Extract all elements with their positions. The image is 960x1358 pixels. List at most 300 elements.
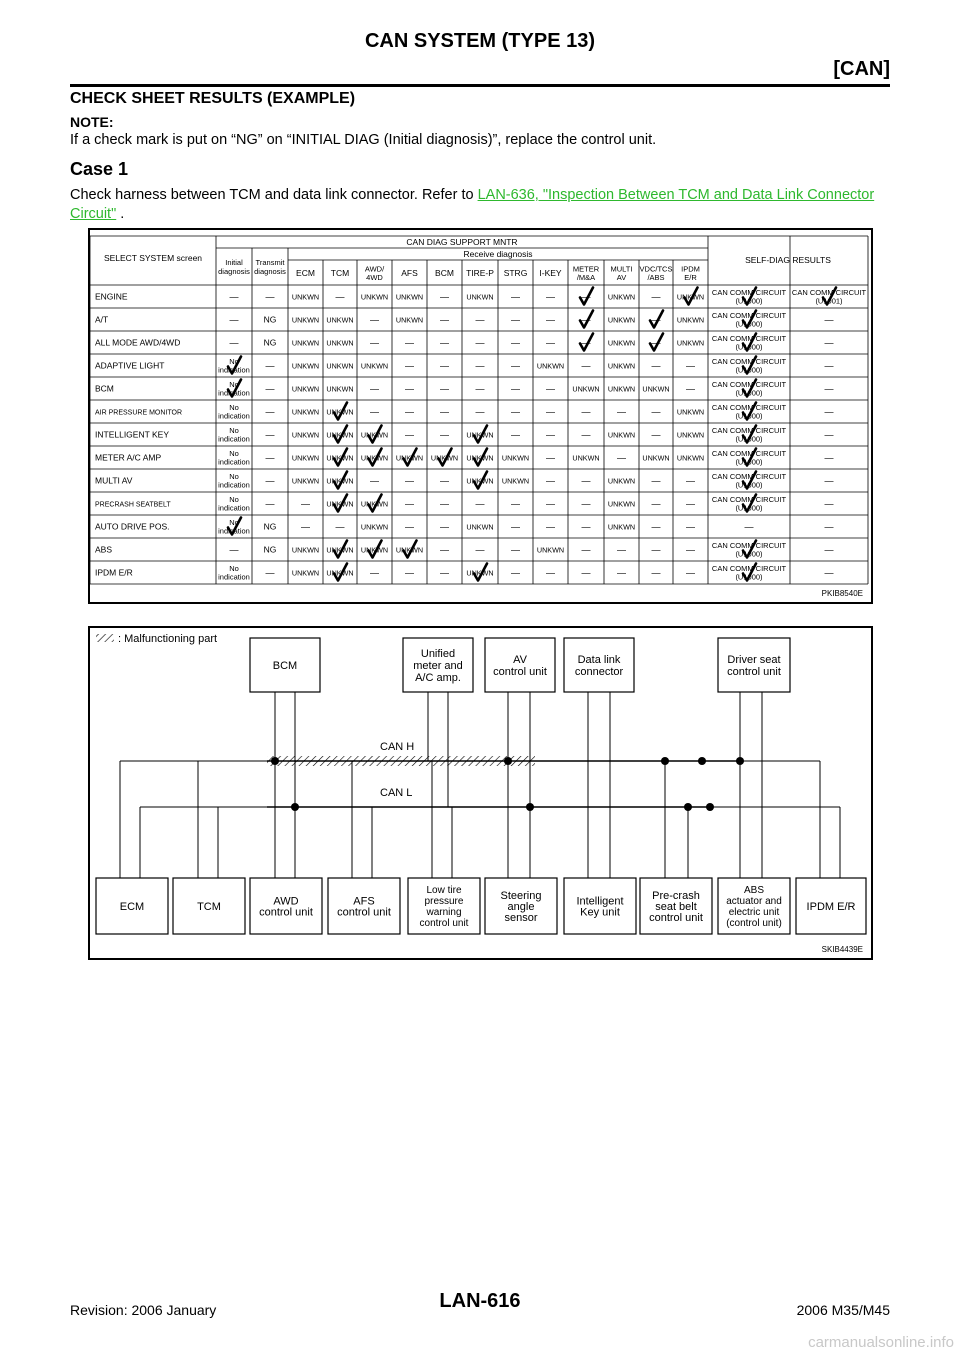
junction-dot (504, 757, 512, 765)
self-diag-cell: CAN COMM CIRCUIT (711, 494, 787, 504)
self-diag-cell: — (824, 544, 834, 555)
receive-diag-cell: UNKWN (326, 453, 354, 463)
receive-diag-cell: UNKWN (291, 361, 320, 371)
receive-diag-cell: — (511, 337, 520, 348)
inspection-link[interactable]: LAN-636, "Inspection Between TCM and Data Link Connector Circuit" (70, 187, 875, 222)
transmit-diag-cell: — (265, 498, 275, 509)
table-row-name: ENGINE (95, 291, 128, 302)
receive-diag-cell: — (581, 314, 591, 325)
bottom-unit-label: angle (507, 900, 535, 913)
receive-diag-cell: — (651, 360, 661, 371)
bottom-unit-label: AFS (353, 895, 375, 908)
transmit-diag-cell: — (265, 360, 275, 371)
self-diag-cell: — (744, 521, 754, 532)
self-diag-cell: — (824, 498, 834, 509)
footer-page-number: LAN-616 (439, 1290, 521, 1312)
receive-col-header: AFS (401, 267, 418, 278)
initial-diag-cell: No (229, 356, 239, 366)
receive-diag-cell: UNKWN (607, 476, 636, 486)
initial-diag-cell: No (229, 517, 239, 527)
receive-diag-cell: — (475, 406, 485, 417)
receive-col-header: IPDM (681, 264, 700, 274)
can-diag-header: CAN DIAG SUPPORT MNTR (406, 237, 518, 247)
receive-diag-cell: — (511, 406, 520, 417)
self-diag-cell: — (824, 429, 834, 440)
receive-diag-cell: UNKWN (395, 292, 424, 302)
receive-diag-cell: — (301, 498, 310, 509)
receive-diag-cell: — (581, 337, 591, 348)
receive-diag-cell: — (440, 544, 449, 555)
receive-col-header: BCM (435, 267, 454, 278)
transmit-diag-cell: NG (263, 314, 277, 325)
receive-diag-cell: — (440, 521, 449, 532)
self-diag-cell: (U1000) (735, 342, 763, 352)
can-l-label: CAN L (380, 787, 413, 799)
receive-diag-cell: UNKWN (466, 522, 494, 532)
receive-diag-cell: — (546, 521, 555, 532)
receive-diag-cell: — (511, 544, 520, 555)
self-diag-cell: (U1000) (735, 296, 763, 306)
receive-diag-cell: — (511, 291, 520, 302)
bottom-unit-label: ABS (743, 885, 765, 896)
receive-diag-cell: — (475, 360, 485, 371)
initial-diag-cell: indication (218, 503, 250, 513)
receive-diag-cell: UNKWN (501, 453, 530, 463)
receive-diag-cell: UNKWN (676, 407, 705, 417)
self-diag-cell: — (824, 567, 834, 578)
top-unit-label: control unit (727, 665, 781, 678)
receive-diag-cell: — (581, 521, 591, 532)
receive-diag-cell: — (686, 567, 695, 578)
receive-diag-cell: UNKWN (607, 292, 636, 302)
footer-revision: Revision: 2006 January (70, 1302, 217, 1318)
receive-diag-cell: — (511, 314, 520, 325)
bottom-unit-label: Pre-crash (652, 889, 700, 902)
receive-col-header: 4WD (366, 272, 383, 282)
receive-diag-cell: — (335, 521, 345, 532)
receive-diag-cell: UNKWN (395, 545, 424, 555)
receive-diag-cell: — (440, 498, 449, 509)
bottom-unit-label: pressure (424, 896, 464, 907)
receive-diag-cell: UNKWN (291, 315, 320, 325)
table-row-name: AIR PRESSURE MONITOR (95, 409, 182, 417)
receive-diag-cell: UNKWN (466, 453, 494, 463)
receive-diag-cell: UNKWN (607, 522, 636, 532)
receive-diag-cell: — (651, 406, 661, 417)
self-diag-cell: CAN COMM CIRCUIT (711, 379, 787, 389)
receive-diag-cell: — (405, 521, 414, 532)
transmit-diag-cell: — (265, 383, 275, 394)
receive-diag-cell: — (440, 360, 449, 371)
header-rule (70, 84, 890, 87)
receive-diag-cell: UNKWN (395, 315, 424, 325)
self-diag-cell: (U1000) (735, 572, 763, 582)
self-diag-cell: (U1000) (735, 457, 763, 467)
receive-diag-cell: UNKWN (395, 453, 424, 463)
top-unit-label: connector (574, 665, 624, 678)
initial-diag-cell: indication (218, 434, 250, 444)
receive-diag-cell: UNKWN (326, 545, 354, 555)
transmit-diag-cell: NG (263, 544, 277, 555)
receive-diag-cell: — (475, 544, 485, 555)
transmit-diag-cell: — (265, 291, 275, 302)
self-diag-cell: CAN COMM CIRCUIT (711, 333, 787, 343)
self-diag-cell: — (824, 521, 834, 532)
can-diagram-figure (88, 626, 873, 960)
receive-diag-cell: — (370, 383, 379, 394)
bottom-unit-label: control unit (649, 911, 703, 924)
transmit-diagnosis-header: diagnosis (254, 267, 286, 277)
initial-diag-cell: No (229, 402, 239, 412)
watermark: carmanualsonline.info (808, 1334, 954, 1351)
initial-diag-cell: indication (218, 480, 250, 490)
initial-diag-cell: indication (218, 388, 250, 398)
receive-diag-cell: — (581, 429, 591, 440)
self-diag-cell: CAN COMM CIRCUIT (711, 287, 787, 297)
table-row-name: METER A/C AMP (95, 452, 162, 463)
receive-diag-cell: — (440, 337, 449, 348)
receive-diag-cell: UNKWN (572, 453, 600, 463)
receive-diag-cell: — (581, 567, 591, 578)
receive-diag-cell: — (511, 498, 520, 509)
initial-diag-cell: No (229, 494, 239, 504)
junction-dot (684, 803, 692, 811)
initial-diagnosis-header: diagnosis (218, 267, 250, 277)
receive-diag-cell: UNKWN (676, 453, 705, 463)
receive-diag-cell: — (651, 475, 661, 486)
receive-diagnosis-header: Receive diagnosis (463, 249, 533, 259)
receive-diag-cell: UNKWN (291, 545, 320, 555)
receive-col-header: E/R (684, 272, 697, 282)
junction-dot (661, 757, 669, 765)
bottom-unit-label: Key unit (580, 906, 620, 919)
initial-diag-cell: — (229, 291, 239, 302)
initial-diag-cell: No (229, 563, 239, 573)
header-title: CAN SYSTEM (TYPE 13) (364, 30, 596, 52)
receive-col-header: MULTI (610, 264, 633, 274)
initial-diag-cell: indication (218, 411, 250, 421)
bottom-unit-label: control unit (259, 906, 313, 919)
receive-diag-cell: UNKWN (607, 315, 636, 325)
receive-diag-cell: — (651, 498, 661, 509)
table-row-name: A/T (95, 314, 109, 325)
receive-diag-cell: UNKWN (326, 476, 354, 486)
self-diag-cell: CAN COMM CIRCUIT (791, 287, 867, 297)
receive-diag-cell: UNKWN (676, 315, 705, 325)
receive-diag-cell: — (546, 452, 555, 463)
bottom-unit-label: TCM (197, 900, 221, 913)
receive-diag-cell: — (405, 429, 414, 440)
case-text-after: . (116, 206, 125, 222)
receive-diag-cell: — (546, 475, 555, 486)
initial-diag-cell: — (229, 337, 239, 348)
self-diag-cell: (U1000) (735, 365, 763, 375)
note-text: If a check mark is put on “NG” on “INITIAL DIAG (Initial diagnosis)”, replace the control unit. (70, 132, 657, 148)
case-text (70, 186, 900, 224)
receive-diag-cell: — (475, 337, 485, 348)
self-diag-cell: — (824, 406, 834, 417)
receive-diag-cell: — (440, 383, 449, 394)
receive-col-header: VDC/TCS (639, 264, 673, 274)
receive-diag-cell: — (546, 567, 555, 578)
case-title: Case 1 (70, 159, 129, 179)
bottom-unit-label: sensor (504, 911, 538, 924)
receive-diag-cell: UNKWN (501, 476, 530, 486)
receive-diag-cell: — (405, 383, 414, 394)
receive-diag-cell: — (511, 521, 520, 532)
self-diag-cell: (U1000) (735, 480, 763, 490)
receive-diag-cell: — (581, 544, 591, 555)
receive-diag-cell: UNKWN (326, 499, 354, 509)
bottom-unit-label: warning (426, 907, 462, 918)
receive-diag-cell: — (651, 291, 661, 302)
table-row-name: PRECRASH SEATBELT (95, 501, 171, 509)
top-unit-label: meter and (413, 659, 463, 672)
receive-diag-cell: — (370, 567, 379, 578)
self-diag-cell: CAN COMM CIRCUIT (711, 310, 787, 320)
can-diagram (90, 628, 871, 958)
receive-diag-cell: — (405, 360, 414, 371)
self-diag-cell: (U1000) (735, 319, 763, 329)
receive-diag-cell: — (440, 291, 449, 302)
receive-diag-cell: UNKWN (607, 499, 636, 509)
receive-diag-cell: — (686, 521, 695, 532)
top-unit-label: Driver seat (727, 653, 781, 666)
receive-diag-cell: UNKWN (360, 430, 389, 440)
can-diagram-figure-id: SKIB4439E (821, 945, 863, 954)
receive-diag-cell: UNKWN (360, 522, 389, 532)
receive-diag-cell: UNKWN (536, 361, 565, 371)
receive-diag-cell: — (546, 314, 555, 325)
table-row-name: AUTO DRIVE POS. (95, 521, 170, 532)
receive-diag-cell: — (686, 475, 695, 486)
receive-diag-cell: — (511, 429, 520, 440)
self-diag-cell: — (824, 383, 834, 394)
note-label: NOTE: (70, 114, 114, 130)
receive-diag-cell: — (546, 383, 555, 394)
legend-hatch-icon (96, 634, 114, 642)
receive-diag-cell: UNKWN (291, 453, 320, 463)
top-unit-label: control unit (493, 665, 547, 678)
bottom-unit-label: control unit (337, 906, 391, 919)
receive-diag-cell: UNKWN (676, 338, 705, 348)
receive-diag-cell: — (370, 314, 379, 325)
receive-diag-cell: — (405, 475, 414, 486)
receive-col-header: TCM (330, 267, 350, 278)
receive-diag-cell: — (511, 383, 520, 394)
self-diag-cell: — (824, 314, 834, 325)
transmit-diag-cell: — (265, 406, 275, 417)
self-diag-cell: (U1000) (735, 388, 763, 398)
receive-diag-cell: — (651, 544, 661, 555)
bottom-unit-label: control unit (419, 918, 469, 929)
receive-diag-cell: — (546, 337, 555, 348)
self-diag-cell: (U1000) (735, 411, 763, 421)
initial-diag-cell: indication (218, 365, 250, 375)
receive-diag-cell: UNKWN (360, 361, 389, 371)
receive-diag-cell: UNKWN (326, 315, 354, 325)
can-h-label: CAN H (380, 741, 415, 753)
self-diag-cell: CAN COMM CIRCUIT (711, 356, 787, 366)
table-row-name: ADAPTIVE LIGHT (95, 360, 165, 371)
receive-diag-cell: — (440, 567, 449, 578)
top-unit-label: AV (513, 653, 527, 666)
initial-diag-cell: No (229, 448, 239, 458)
receive-col-header: /M&A (576, 272, 596, 282)
receive-diag-cell: — (301, 521, 310, 532)
receive-diag-cell: — (686, 383, 695, 394)
receive-diag-cell: UNKWN (466, 292, 494, 302)
receive-diag-cell: UNKWN (572, 384, 600, 394)
bottom-unit-label: actuator and (726, 896, 782, 907)
table-row-name: MULTI AV (95, 475, 133, 486)
transmit-diag-cell: — (265, 475, 275, 486)
table-row-name: ALL MODE AWD/4WD (95, 337, 181, 348)
receive-diag-cell: UNKWN (466, 568, 494, 578)
self-diag-cell: CAN COMM CIRCUIT (711, 402, 787, 412)
receive-diag-cell: — (546, 498, 555, 509)
receive-diag-cell: — (617, 406, 626, 417)
junction-dot (736, 757, 744, 765)
receive-diag-cell: — (335, 291, 345, 302)
receive-diag-cell: UNKWN (326, 361, 354, 371)
self-diag-cell: (U1000) (735, 503, 763, 513)
receive-col-header: AWD/ (364, 264, 385, 274)
receive-diag-cell: — (651, 337, 661, 348)
self-diag-cell: CAN COMM CIRCUIT (711, 563, 787, 573)
table-row-name: INTELLIGENT KEY (95, 429, 170, 440)
receive-diag-cell: UNKWN (291, 407, 320, 417)
transmit-diagnosis-header: Transmit (255, 258, 285, 268)
bottom-unit-label: seat belt (655, 900, 697, 913)
receive-diag-cell: — (651, 567, 661, 578)
receive-col-header: METER (572, 264, 600, 274)
case-text-before: Check harness between TCM and data link connector. Refer to (70, 187, 478, 203)
self-diag-cell: (U1000) (735, 549, 763, 559)
receive-diag-cell: — (475, 383, 485, 394)
receive-diag-cell: — (546, 406, 555, 417)
receive-diag-cell: — (511, 360, 520, 371)
check-sheet-table (90, 230, 871, 602)
receive-col-header: I-KEY (539, 267, 562, 278)
receive-diag-cell: — (475, 498, 485, 509)
bottom-unit-label: (control unit) (726, 918, 782, 929)
receive-diag-cell: — (581, 498, 591, 509)
receive-diag-cell: — (370, 406, 379, 417)
receive-diag-cell: — (405, 498, 414, 509)
top-unit-label: BCM (272, 659, 298, 672)
bottom-unit-label: electric unit (728, 907, 780, 918)
self-diag-cell: (U1001) (815, 296, 843, 306)
self-diag-cell: CAN COMM CIRCUIT (711, 448, 787, 458)
bottom-unit-label: Intelligent (576, 895, 624, 908)
receive-col-header: /ABS (647, 272, 665, 282)
receive-col-header: STRG (503, 267, 528, 278)
receive-diag-cell: UNKWN (642, 453, 670, 463)
receive-diag-cell: — (405, 406, 414, 417)
receive-diag-cell: — (440, 429, 449, 440)
initial-diag-cell: indication (218, 457, 250, 467)
receive-diag-cell: — (405, 567, 414, 578)
receive-diag-cell: UNKWN (326, 407, 354, 417)
table-row-name: ABS (95, 544, 113, 555)
self-diag-cell: CAN COMM CIRCUIT (711, 471, 787, 481)
receive-diag-cell: — (617, 567, 626, 578)
receive-diag-cell: UNKWN (360, 292, 389, 302)
receive-diag-cell: — (546, 291, 555, 302)
receive-diag-cell: — (440, 406, 449, 417)
initial-diag-cell: indication (218, 572, 250, 582)
transmit-diag-cell: — (265, 567, 275, 578)
receive-diag-cell: UNKWN (291, 338, 320, 348)
self-diag-cell: — (824, 475, 834, 486)
junction-dot (698, 757, 706, 765)
self-diag-cell: (U1000) (735, 434, 763, 444)
junction-dot (526, 803, 534, 811)
table-row-name: IPDM E/R (95, 567, 133, 578)
self-diag-cell: CAN COMM CIRCUIT (711, 540, 787, 550)
receive-diag-cell: — (581, 360, 591, 371)
receive-diag-cell: UNKWN (607, 361, 636, 371)
receive-diag-cell: UNKWN (607, 384, 636, 394)
receive-diag-cell: — (686, 498, 695, 509)
receive-diag-cell: — (370, 337, 379, 348)
receive-col-header: AV (616, 272, 627, 282)
top-unit-label: Unified (420, 647, 456, 660)
initial-diag-cell: No (229, 425, 239, 435)
check-sheet-figure-id: PKIB8540E (821, 589, 863, 598)
receive-diag-cell: — (475, 314, 485, 325)
receive-diag-cell: UNKWN (291, 568, 320, 578)
transmit-diag-cell: NG (263, 521, 277, 532)
receive-diag-cell: UNKWN (326, 568, 354, 578)
initial-diagnosis-header: Initial (225, 258, 243, 268)
legend-text: : Malfunctioning part (118, 633, 218, 645)
bottom-unit-label: AWD (273, 895, 299, 908)
receive-diag-cell: UNKWN (360, 499, 389, 509)
initial-diag-cell: No (229, 379, 239, 389)
junction-dot (271, 757, 279, 765)
receive-diag-cell: — (440, 475, 449, 486)
receive-diag-cell: UNKWN (291, 384, 320, 394)
receive-diag-cell: UNKWN (360, 453, 389, 463)
initial-diag-cell: No (229, 471, 239, 481)
section-title: CHECK SHEET RESULTS (EXAMPLE) (70, 90, 356, 107)
select-system-header: SELECT SYSTEM screen (103, 253, 203, 263)
receive-col-header: ECM (296, 267, 315, 278)
receive-diag-cell: UNKWN (466, 476, 494, 486)
transmit-diag-cell: NG (263, 337, 277, 348)
footer-model: 2006 M35/M45 (796, 1302, 890, 1318)
transmit-diag-cell: — (265, 429, 275, 440)
receive-diag-cell: UNKWN (291, 292, 320, 302)
receive-diag-cell: UNKWN (326, 430, 354, 440)
bottom-unit-label: IPDM E/R (806, 900, 856, 913)
receive-diag-cell: — (617, 452, 626, 463)
receive-diag-cell: — (686, 544, 695, 555)
receive-diag-cell: UNKWN (360, 545, 389, 555)
junction-dot (706, 803, 714, 811)
receive-col-header: TIRE-P (466, 267, 494, 278)
self-diag-cell: CAN COMM CIRCUIT (711, 425, 787, 435)
receive-diag-cell: — (581, 475, 591, 486)
self-diag-cell: — (824, 452, 834, 463)
receive-diag-cell: — (405, 337, 414, 348)
receive-diag-cell: — (651, 521, 661, 532)
table-row-name: BCM (95, 383, 114, 394)
self-diag-cell: — (824, 337, 834, 348)
check-sheet-figure (88, 228, 873, 604)
